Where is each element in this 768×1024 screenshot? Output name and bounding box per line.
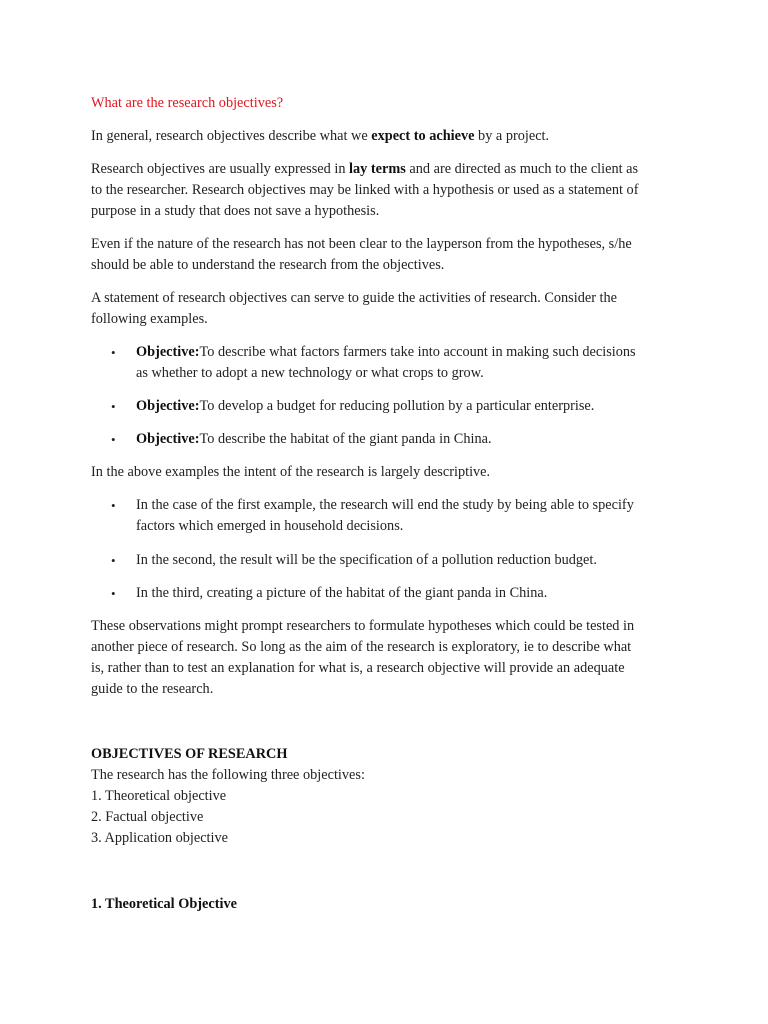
bullet-icon: • bbox=[111, 498, 116, 513]
paragraph-line: purpose in a study that does not save a hypothesis. bbox=[91, 203, 380, 219]
list-item: Objective:To develop a budget for reducing pollution by a particular enterprise. bbox=[136, 398, 595, 414]
section-intro: The research has the following three objectives: bbox=[91, 767, 365, 783]
list-item: Objective:To describe what factors farmers take into account in making such decisions bbox=[136, 344, 636, 360]
paragraph-line: guide to the research. bbox=[91, 681, 214, 697]
bullet-icon: • bbox=[111, 586, 116, 601]
emphasis-text: lay terms bbox=[349, 161, 406, 177]
emphasis-text: expect to achieve bbox=[371, 128, 475, 144]
numbered-item: 1. Theoretical objective bbox=[91, 788, 227, 804]
list-item: In the case of the first example, the research will end the study by being able to specify bbox=[136, 497, 634, 513]
list-item: In the second, the result will be the specification of a pollution reduction budget. bbox=[136, 552, 597, 568]
paragraph-line: following examples. bbox=[91, 311, 208, 327]
page-title: What are the research objectives? bbox=[91, 95, 284, 111]
paragraph-line: Even if the nature of the research has not been clear to the layperson from the hypotheses, s/he bbox=[91, 236, 632, 252]
list-item: In the third, creating a picture of the habitat of the giant panda in China. bbox=[136, 585, 548, 601]
bullet-icon: • bbox=[111, 553, 116, 568]
list-item-continuation: factors which emerged in household decisions. bbox=[136, 518, 404, 534]
paragraph-line: is, rather than to test an explanation for what is, a research objective will provide an adequate bbox=[91, 660, 625, 676]
paragraph-line: another piece of research. So long as the aim of the research is exploratory, ie to describe what bbox=[91, 639, 632, 655]
list-item: Objective:To describe the habitat of the giant panda in China. bbox=[136, 431, 492, 447]
bullet-icon: • bbox=[111, 432, 116, 447]
paragraph-line: to the researcher. Research objectives may be linked with a hypothesis or used as a statement of bbox=[91, 182, 639, 198]
paragraph-line: In the above examples the intent of the research is largely descriptive. bbox=[91, 464, 491, 480]
paragraph-line: should be able to understand the research from the objectives. bbox=[91, 257, 445, 273]
numbered-item: 2. Factual objective bbox=[91, 809, 204, 825]
bullet-icon: • bbox=[111, 399, 116, 414]
paragraph-line: These observations might prompt researchers to formulate hypotheses which could be tested in bbox=[91, 618, 635, 634]
list-item-continuation: as whether to adopt a new technology or what crops to grow. bbox=[136, 365, 484, 381]
bullet-icon: • bbox=[111, 345, 116, 360]
paragraph-line: Research objectives are usually expressed in lay terms and are directed as much to the client as bbox=[91, 161, 639, 177]
section-heading: OBJECTIVES OF RESEARCH bbox=[91, 746, 288, 762]
subsection-heading: 1. Theoretical Objective bbox=[91, 896, 237, 912]
numbered-item: 3. Application objective bbox=[91, 830, 228, 846]
intro-paragraph: In general, research objectives describe what we expect to achieve by a project. bbox=[91, 128, 550, 144]
paragraph-line: A statement of research objectives can serve to guide the activities of research. Consider the bbox=[91, 290, 618, 306]
